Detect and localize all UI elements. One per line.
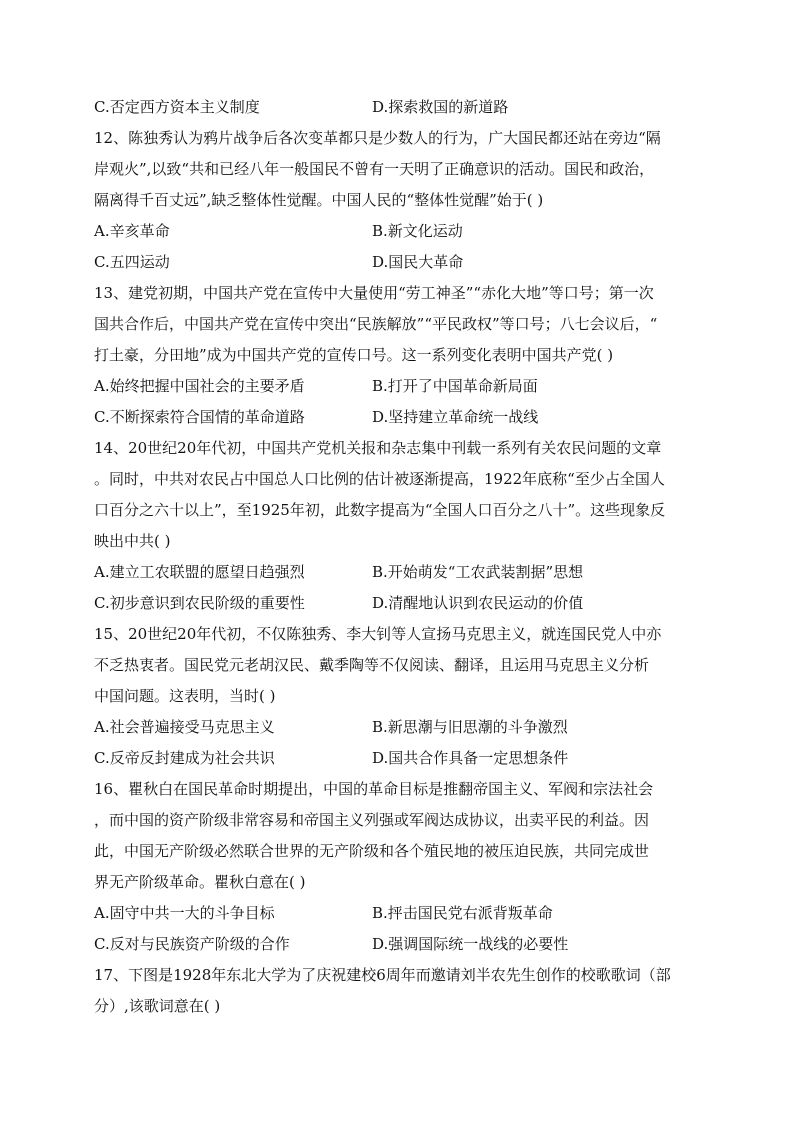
q11-options-row-2 bbox=[94, 92, 704, 123]
q13-options-row-1 bbox=[94, 371, 704, 402]
q16-stem-line: 此，中国无产阶级必然联合世界的无产阶级和各个殖民地的被压迫民族，共同完成世 bbox=[94, 842, 650, 860]
q13-option-c: C.不断探索符合国情的革命道路 bbox=[94, 408, 305, 426]
q15-option-c: C.反帝反封建成为社会共识 bbox=[94, 749, 275, 767]
q12-options-row-2 bbox=[94, 247, 704, 278]
q14-option-c: C.初步意识到农民阶级的重要性 bbox=[94, 594, 305, 612]
q13-option-b: B.打开了中国革命新局面 bbox=[372, 377, 538, 395]
exam-page bbox=[94, 92, 704, 1022]
q14-option-d: D.清醒地认识到农民运动的价值 bbox=[372, 594, 584, 612]
question-12 bbox=[94, 123, 704, 278]
q14-stem-line: 口百分之六十以上”，至1925年初，此数字提高为“全国人口百分之八十”。这些现象反 bbox=[94, 501, 666, 519]
q15-stem-line: 不乏热衷者。国民党元老胡汉民、戴季陶等不仅阅读、翻译，且运用马克思主义分析 bbox=[94, 656, 650, 674]
q16-stem-line: 16、瞿秋白在国民革命时期提出，中国的革命目标是推翻帝国主义、军阀和宗法社会 bbox=[94, 780, 654, 798]
q13-option-a: A.始终把握中国社会的主要矛盾 bbox=[94, 377, 305, 395]
q12-options-row-1 bbox=[94, 216, 704, 247]
q16-option-c: C.反对与民族资产阶级的合作 bbox=[94, 935, 290, 953]
q11-option-d: D.探索救国的新道路 bbox=[372, 98, 509, 116]
q14-stem-line: 。同时，中共对农民占中国总人口比例的估计被逐渐提高，1922年底称“至少占全国人 bbox=[94, 470, 665, 488]
q13-stem-line: 国共合作后，中国共产党在宣传中突出“民族解放”“平民政权”等口号；八七会议后，“ bbox=[94, 315, 658, 333]
q16-option-d: D.强调国际统一战线的必要性 bbox=[372, 935, 569, 953]
q11-option-c: C.否定西方资本主义制度 bbox=[94, 98, 260, 116]
q15-stem-line: 15、20世纪20年代初，不仅陈独秀、李大钊等人宣扬马克思主义，就连国民党人中亦 bbox=[94, 625, 662, 643]
question-15 bbox=[94, 619, 704, 774]
question-13 bbox=[94, 278, 704, 433]
q15-options-row-1 bbox=[94, 712, 704, 743]
q13-stem-line: 13、建党初期，中国共产党在宣传中大量使用“劳工神圣”“赤化大地”等口号；第一次 bbox=[94, 284, 654, 302]
q17-stem-line: 17、下图是1928年东北大学为了庆祝建校6周年而邀请刘半农先生创作的校歌歌词（部 bbox=[94, 966, 671, 984]
q14-stem-line: 14、20世纪20年代初，中国共产党机关报和杂志集中刊载一系列有关农民问题的文章 bbox=[94, 439, 662, 457]
question-16 bbox=[94, 774, 704, 960]
q16-stem-line: ，而中国的资产阶级非常容易和帝国主义列强或军阀达成协议，出卖平民的利益。因 bbox=[94, 811, 650, 829]
q13-options-row-2 bbox=[94, 402, 704, 433]
q14-stem-line: 映出中共( ) bbox=[94, 532, 171, 550]
question-14 bbox=[94, 433, 704, 619]
q14-option-a: A.建立工农联盟的愿望日趋强烈 bbox=[94, 563, 305, 581]
q12-stem-line: 12、陈独秀认为鸦片战争后各次变革都只是少数人的行为，广大国民都还站在旁边“隔 bbox=[94, 129, 661, 147]
q12-option-a: A.辛亥革命 bbox=[94, 222, 170, 240]
q12-stem-line: 隔离得千百丈远”,缺乏整体性觉醒。中国人民的“整体性觉醒”始于( ) bbox=[94, 191, 544, 209]
q14-options-row-2 bbox=[94, 588, 704, 619]
q16-options-row-1 bbox=[94, 898, 704, 929]
q12-option-c: C.五四运动 bbox=[94, 253, 170, 271]
q12-stem-line: 岸观火”,以致“共和已经八年一般国民不曾有一天明了正确意识的活动。国民和政治， bbox=[94, 160, 655, 178]
q13-option-d: D.坚持建立革命统一战线 bbox=[372, 408, 539, 426]
q12-option-d: D.国民大革命 bbox=[372, 253, 464, 271]
q13-stem-line: 打土豪，分田地”成为中国共产党的宣传口号。这一系列变化表明中国共产党( ) bbox=[94, 346, 614, 364]
q15-options-row-2 bbox=[94, 743, 704, 774]
q16-option-b: B.抨击国民党右派背叛革命 bbox=[372, 904, 553, 922]
q14-option-b: B.开始萌发“工农武装割据”思想 bbox=[372, 563, 584, 581]
question-17 bbox=[94, 960, 704, 1022]
q17-stem-line: 分）,该歌词意在( ) bbox=[94, 997, 221, 1015]
q15-option-a: A.社会普遍接受马克思主义 bbox=[94, 718, 275, 736]
q15-option-b: B.新思潮与旧思潮的斗争激烈 bbox=[372, 718, 568, 736]
q12-option-b: B.新文化运动 bbox=[372, 222, 463, 240]
q15-stem-line: 中国问题。这表明，当时( ) bbox=[94, 687, 276, 705]
q14-options-row-1 bbox=[94, 557, 704, 588]
q16-options-row-2 bbox=[94, 929, 704, 960]
q16-stem-line: 界无产阶级革命。瞿秋白意在( ) bbox=[94, 873, 306, 891]
q16-option-a: A.固守中共一大的斗争目标 bbox=[94, 904, 275, 922]
q15-option-d: D.国共合作具备一定思想条件 bbox=[372, 749, 569, 767]
